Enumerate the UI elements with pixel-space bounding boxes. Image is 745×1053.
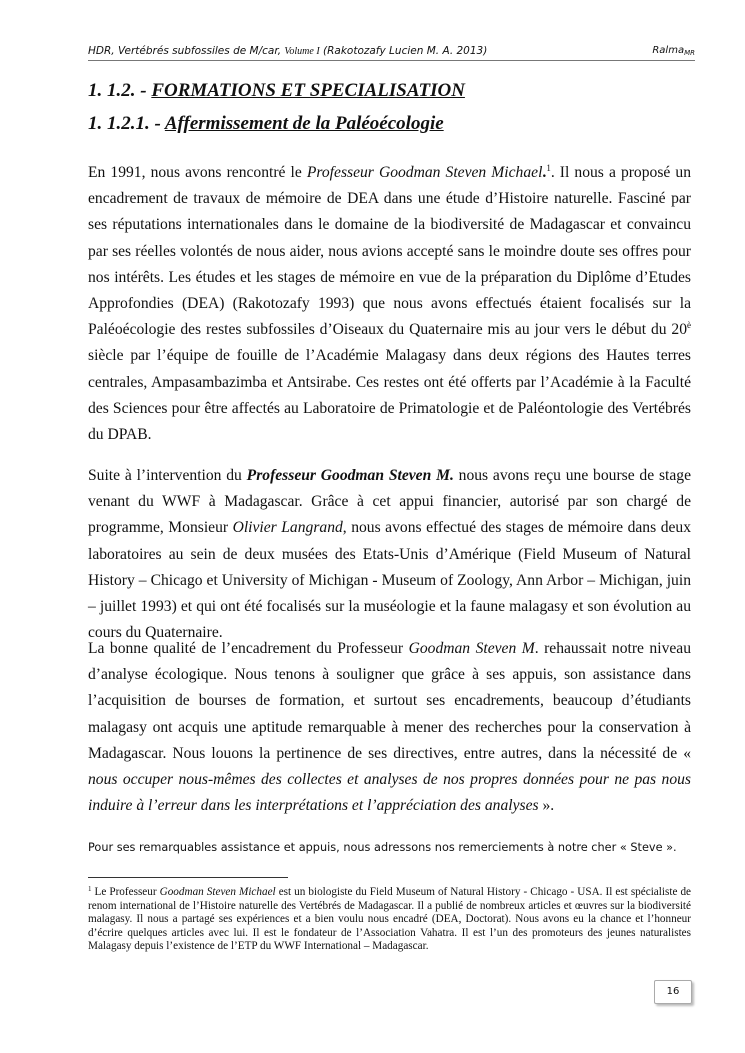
person-name-2: Olivier Langrand xyxy=(232,519,343,537)
paragraph-3: La bonne qualité de l’encadrement du Professeur Goodman Steven M. rehaussait notre niveau d’analyse écologique. Nous tenons à souligner que grâce à ses appuis, son assistance dans l’acquisition de bourses de formation, et surtout ses encadrements, beaucoup d’étudiants malagasy ont acquis une aptitude remarquable à mener des recherches pour la conservation à Madagascar. Nous louons la pertinence de ses directives, entre autres, dans la nécessité de « nous occuper nous-mêmes des collectes et analyses de nos propres données pour ne pas nous induire à l’erreur dans les interprétations et l’appréciation des analyses ». xyxy=(88,640,692,815)
subsection-title: Affermissement de la Paléoécologie xyxy=(164,113,444,134)
page-number: 16 xyxy=(654,980,692,1004)
footnote-number: 1 xyxy=(88,885,92,893)
header-volume: Volume I xyxy=(284,46,320,57)
person-name: Goodman Steven M xyxy=(408,640,535,657)
paragraph-2: Suite à l’intervention du Professeur Goodman Steven M. nous avons reçu une bourse de stage venant du WWF à Madagascar. Grâce à cet appui financier, autorisé par son chargé de programme, Monsieur Olivier Langrand, nous avons effectué des stages de mémoire dans deux laboratoires au sein de deux musées des Etats-Unis d’Amérique (Field Museum of Natural History – Chicago et University of Michigan - Museum of Zoology, Ann Arbor – Michigan, juin – juillet 1993) et qui ont été focalisés sur la muséologie et la faune malagasy et son évolution au cours du Quaternaire. xyxy=(88,467,692,642)
footnote-divider xyxy=(88,877,288,878)
footnote-reference[interactable]: 1 xyxy=(546,163,551,173)
subsection-number: 1. 1.2.1. - xyxy=(88,113,165,134)
section-heading xyxy=(88,79,465,103)
section-title: FORMATIONS ET SPECIALISATION xyxy=(151,80,465,101)
header-author-tag: Ralma$_{MR}$ xyxy=(652,45,695,57)
section-number: 1. 1.2. - xyxy=(88,80,152,101)
acknowledgement-line: Pour ses remarquables assistance et appuis, nous adressons nos remerciements à notre cher « Steve ». xyxy=(88,841,677,854)
running-header xyxy=(88,44,695,61)
person-name: Goodman Steven Michael xyxy=(159,886,276,898)
person-name: Professeur Goodman Steven Michael xyxy=(306,164,543,181)
person-name: Professeur Goodman Steven M. xyxy=(246,467,454,484)
paragraph-1: En 1991, nous avons rencontré le Professeur Goodman Steven Michael.$^1$. Il nous a proposé un encadrement de travaux de mémoire de DEA dans une étude d’Histoire naturelle. Fasciné par ses réputations internationales dans le domaine de la biodiversité de Madagascar et convaincu par ses réelles volontés de nous aider, nous avions accepté sans le moindre doute ses offres pour nos intérêts. Les études et les stages de mémoire en vue de la préparation du Diplôme d’Etudes Approfondies (DEA) (Rakotozafy 1993) que nous avons effectués étaient focalisés sur la Paléoécologie des restes subfossiles d’Oiseaux du Quaternaire mis au jour vers le début du $20^è$ siècle par l’équipe de fouille de l’Académie Malagasy dans deux régions des Hautes terres centrales, Ampasambazimba et Antsirabe. Ces restes ont été offerts par l’Académie à la Faculté des Sciences pour être affectés au Laboratoire de Primatologie et de Paléontologie des Vertébrés du DPAB. xyxy=(88,163,691,444)
subsection-heading xyxy=(88,112,444,136)
quotation: nous occuper nous-mêmes des collectes et analyses de nos propres données pour ne pas nous induire à l’erreur dans les interprétations et l’appréciation des analyses xyxy=(88,771,691,815)
header-title: HDR, Vertébrés subfossiles de M/car, Volume I (Rakotozafy Lucien M. A. 2013) xyxy=(88,45,488,57)
footnote-1: $^1$ Le Professeur Goodman Steven Michael est un biologiste du Field Museum of Natural History - Chicago - USA. Il est spécialiste de renom international de l’Histoire naturelle des Vertébrés de Madagascar. Il a publié de nombreux articles et œuvres sur la biodiversité malagasy. Il nous a partagé ses expériences et a bien voulu nous encadré (DEA, Doctorat). Nous avons eu la chance et l’honneur d’écrire quelques articles avec lui. Il est le fondateur de l’Association Vahatra. Il est l’un des promoteurs des jeunes naturalistes Malagasy depuis l’existence de l’ETP du WWF International – Madagascar. xyxy=(88,885,692,953)
